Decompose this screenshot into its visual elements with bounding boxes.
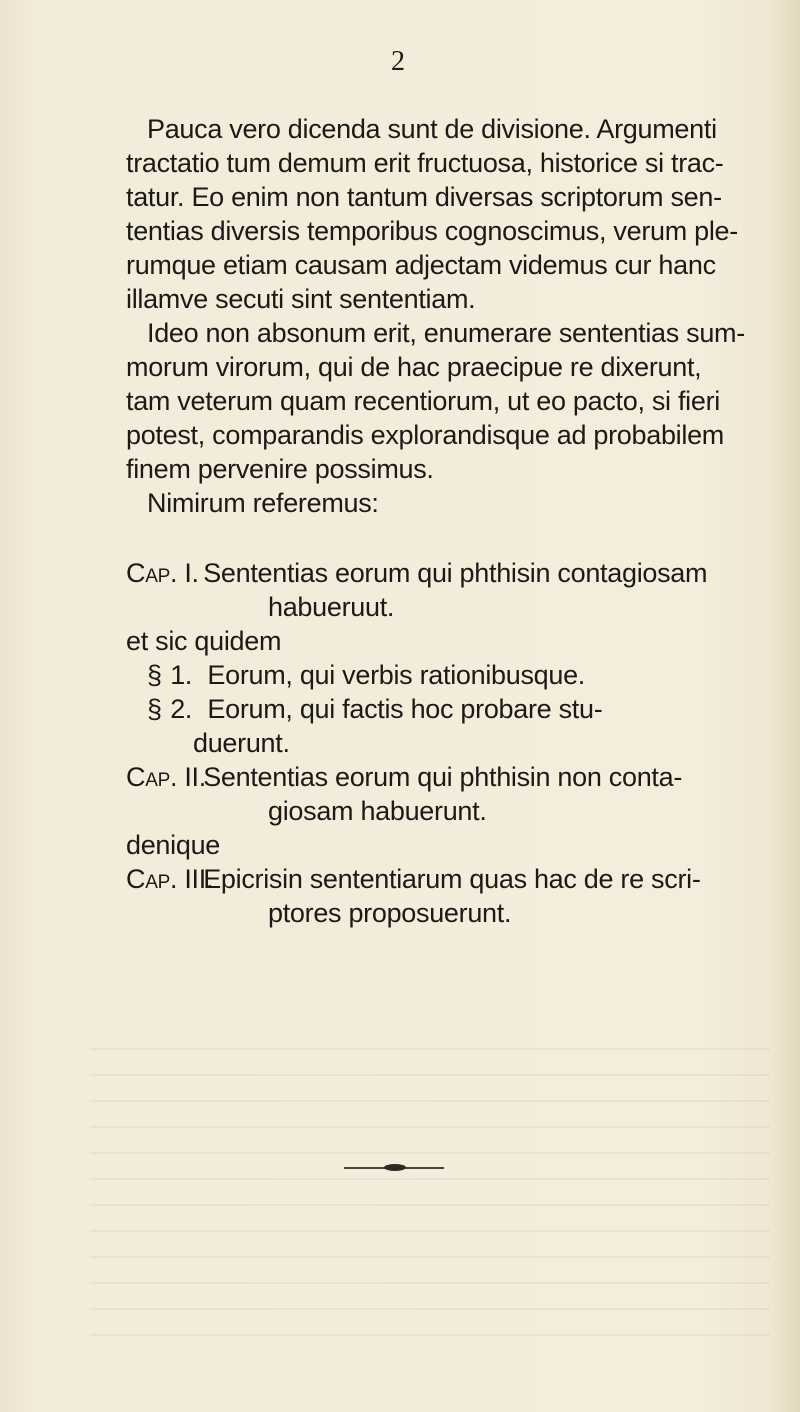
section-sign: § (147, 660, 162, 690)
section-2-line (126, 692, 766, 726)
chapter-1-title-cont: habueruut. (268, 592, 395, 622)
chapter-2-title: Sententias eorum qui phthisin non conta- (203, 762, 683, 792)
chapter-1-line (126, 556, 766, 590)
section-1-number: 1. (170, 660, 193, 690)
section-sign: § (147, 694, 162, 724)
rule-ornament-icon (384, 1164, 406, 1171)
chapter-3-title-cont: ptores proposuerunt. (268, 898, 512, 928)
page-number: 2 (391, 46, 405, 77)
text-line: tractatio tum demum erit fructuosa, historice si trac- (126, 148, 724, 178)
section-2-number: 2. (170, 694, 193, 724)
text-body (126, 112, 766, 930)
chapter-2-title-cont: giosam habuerunt. (268, 796, 487, 826)
second-paragraph (126, 316, 766, 486)
text-line: rumque etiam causam adjectam videmus cur hanc (126, 250, 716, 280)
chapter-1-title: Sententias eorum qui phthisin contagiosam (203, 558, 708, 588)
text-line: morum virorum, qui de hac praecipue re dixerunt, (126, 352, 702, 382)
et-sic-quidem: et sic quidem (126, 626, 282, 656)
section-1-line (126, 658, 766, 692)
section-2-text: Eorum, qui factis hoc probare stu- (207, 694, 603, 724)
chapter-2-line (126, 760, 766, 794)
text-line: Pauca vero dicenda sunt de divisione. Argumenti (147, 114, 717, 144)
chapter-2-label: Cap. II. (126, 762, 206, 792)
denique: denique (126, 830, 220, 860)
text-line: tatur. Eo enim non tantum diversas scriptorum sen- (126, 182, 722, 212)
chapter-3-label: Cap. III. (126, 864, 214, 894)
show-through-texture (90, 1040, 770, 1360)
section-1-text: Eorum, qui verbis rationibusque. (207, 660, 586, 690)
text-line: potest, comparandis explorandisque ad probabilem (126, 420, 724, 450)
text-line: finem pervenire possimus. (126, 454, 434, 484)
text-line: tentias diversis temporibus cognoscimus, verum ple- (126, 216, 738, 246)
text-line: Ideo non absonum erit, enumerare sententias sum- (147, 318, 745, 348)
chapter-3-line (126, 862, 766, 896)
table-of-contents (126, 556, 766, 930)
intro-paragraph (126, 112, 766, 316)
text-line: tam veterum quam recentiorum, ut eo pacto, si fieri (126, 386, 720, 416)
chapter-3-title: Epicrisin sententiarum quas hac de re scri- (203, 864, 701, 894)
section-2-text-cont: duerunt. (193, 728, 290, 758)
chapter-1-label: Cap. I. (126, 558, 199, 588)
spacer (126, 520, 766, 556)
text-line: illamve secuti sint sententiam. (126, 284, 476, 314)
third-paragraph: Nimirum referemus: (147, 488, 379, 518)
